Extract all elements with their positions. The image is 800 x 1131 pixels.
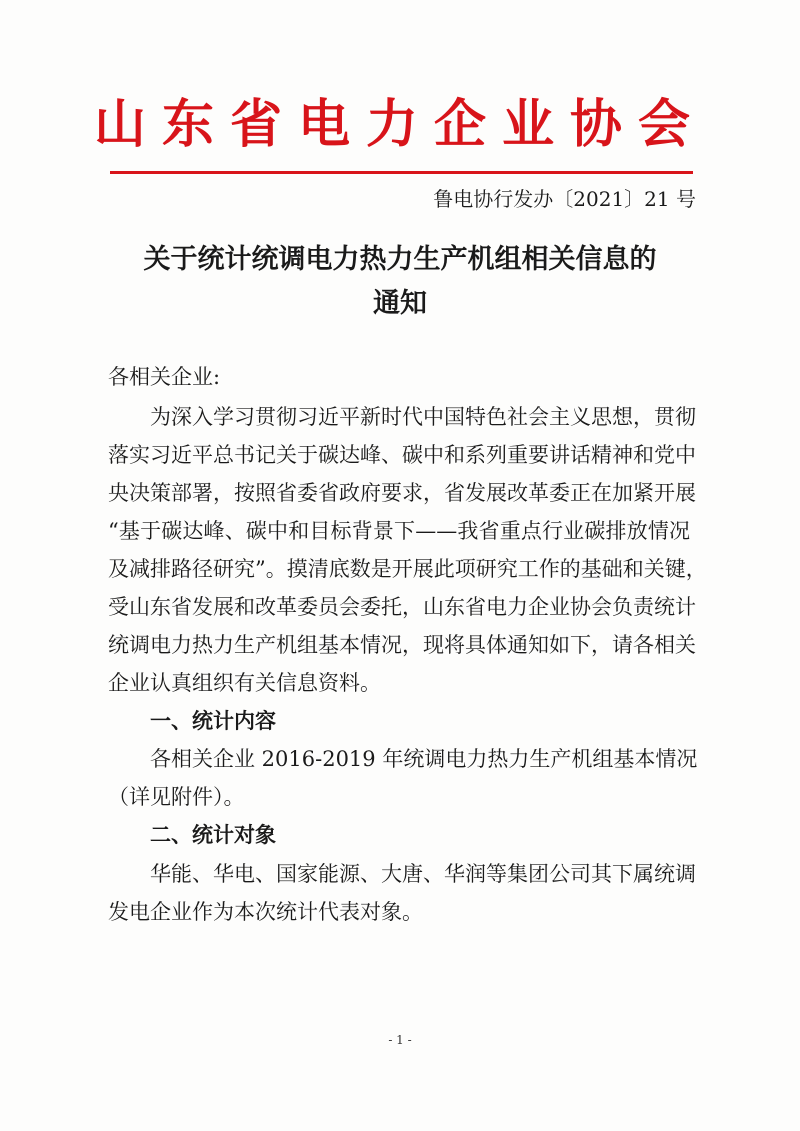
paragraph-1-line-6: 受山东省发展和改革委员会委托，山东省电力企业协会负责统计 [108, 595, 696, 619]
section-1-heading: 一、统计内容 [150, 708, 276, 733]
document-title-line-1: 关于统计统调电力热力生产机组相关信息的 [143, 244, 657, 275]
red-divider-line [110, 171, 693, 174]
document-title-line-2: 通知 [373, 288, 427, 319]
paragraph-1-line-4: “基于碳达峰、碳中和目标背景下——我省重点行业碳排放情况 [108, 519, 690, 543]
section-2-line-2: 发电企业作为本次统计代表对象。 [108, 900, 423, 924]
page-number: - 1 - [388, 1033, 412, 1047]
paragraph-1-line-5: 及减排路径研究”。摸清底数是开展此项研究工作的基础和关键， [108, 557, 707, 581]
salutation: 各相关企业: [108, 365, 221, 389]
section-2-line-1: 华能、华电、国家能源、大唐、华润等集团公司其下属统调 [150, 862, 696, 886]
section-2-heading: 二、统计对象 [150, 822, 276, 847]
paragraph-1-line-7: 统调电力热力生产机组基本情况，现将具体通知如下，请各相关 [108, 633, 696, 657]
organization-title: 山东省电力企业协会 [93, 94, 706, 155]
section-1-line-2: （详见附件）。 [108, 785, 245, 809]
paragraph-1-line-2: 落实习近平总书记关于碳达峰、碳中和系列重要讲话精神和党中 [108, 443, 696, 467]
section-1-line-1: 各相关企业 2016-2019 年统调电力热力生产机组基本情况 [150, 747, 698, 771]
paragraph-1-line-1: 为深入学习贯彻习近平新时代中国特色社会主义思想，贯彻 [150, 405, 696, 429]
paragraph-1-line-8: 企业认真组织有关信息资料。 [108, 671, 381, 695]
document-number: 鲁电协行发办〔2021〕21 号 [433, 187, 696, 211]
paragraph-1-line-3: 央决策部署，按照省委省政府要求，省发展改革委正在加紧开展 [108, 481, 696, 505]
document-title [0, 238, 800, 326]
